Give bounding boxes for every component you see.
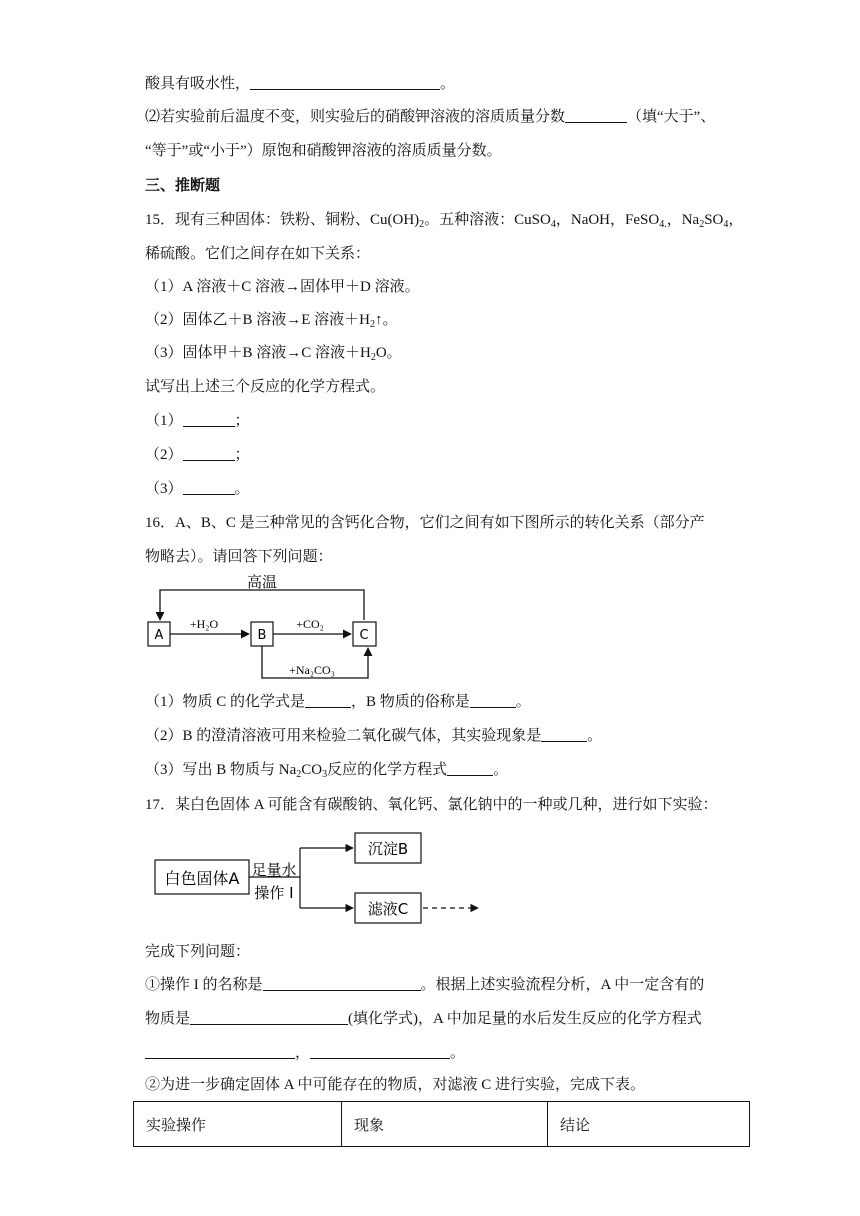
table-row [134, 1102, 750, 1147]
table-header-conclusion: 结论 [548, 1102, 750, 1147]
punct: 。 [234, 481, 250, 497]
q14-text: 酸具有吸水性， [145, 76, 251, 92]
q15-text: （2）固体乙＋B 溶液→E 溶液＋H [145, 312, 371, 328]
q15-answer-1 [145, 411, 250, 431]
subscript: 4 [550, 219, 556, 230]
q17-complete: 完成下列问题： [145, 944, 251, 960]
answer-blank[interactable] [541, 727, 587, 742]
q17-text: 物质是 [145, 1011, 191, 1027]
q17-text: ①操作 I 的名称是 [145, 977, 263, 993]
loop-arrow [160, 590, 364, 620]
q16-line-2: 物略去）。请回答下列问题： [145, 549, 333, 565]
box-c-label: C [359, 628, 369, 643]
q16-question-2 [145, 726, 602, 746]
q15-text: 15．现有三种固体：铁粉、铜粉、Cu(OH) [145, 212, 420, 228]
experiment-table [133, 1101, 750, 1147]
answer-blank[interactable] [190, 1010, 348, 1025]
punct: 。 [440, 76, 456, 92]
q16-text: （2）B 的澄清溶液可用来检验二氧化碳气体，其实验现象是 [145, 728, 542, 744]
q17-text: 。根据上述实验流程分析，A 中一定含有的 [420, 977, 705, 993]
q15-line-1 [145, 210, 743, 230]
answer-blank[interactable] [183, 446, 235, 461]
q15-text: ，NaOH，FeSO [555, 212, 660, 228]
punct: 。 [493, 762, 509, 778]
answer-blank[interactable] [470, 693, 516, 708]
q15-text: ↑。 [375, 312, 398, 328]
label-operation: 操作 I [254, 884, 294, 902]
box-a-label: A [154, 628, 164, 643]
q15-relation-3 [145, 343, 402, 363]
answer-label: （1） [145, 413, 183, 429]
subscript: 2 [419, 219, 425, 230]
table-header-operation: 实验操作 [134, 1102, 342, 1147]
q16-text: （1）物质 C 的化学式是 [145, 694, 306, 710]
q14-line-1 [145, 74, 455, 94]
answer-blank[interactable] [183, 412, 235, 427]
q15-relation-2 [145, 310, 398, 330]
q16-question-1 [145, 692, 531, 712]
q16-text: （3）写出 B 物质与 Na [145, 762, 297, 778]
subscript: 2 [370, 352, 376, 363]
table-header-phenomenon: 现象 [342, 1102, 548, 1147]
q15-text: SO [704, 212, 724, 228]
answer-blank[interactable] [263, 976, 421, 991]
punct: 。 [450, 1045, 466, 1061]
subscript: 4 [723, 219, 729, 230]
box-b-label: B [257, 628, 267, 643]
punct: ， [295, 1045, 311, 1061]
answer-blank[interactable] [565, 108, 627, 123]
punct: 。 [515, 694, 531, 710]
subscript: 2 [370, 319, 376, 330]
label-co2: +CO₂ [296, 617, 324, 631]
label-water: +H₂O [189, 617, 219, 631]
q16-text: 反应的化学方程式 [327, 762, 448, 778]
q14-text: ⑵若实验前后温度不变，则实验后的硝酸钾溶液的溶质质量分数 [145, 109, 566, 125]
q15-line-2: 稀硫酸。它们之间存在如下关系： [145, 246, 371, 262]
q14-text: （填“大于”、 [627, 109, 716, 125]
answer-blank[interactable] [145, 1044, 295, 1059]
q16-conversion-diagram [140, 570, 390, 685]
q17-part1-line1 [145, 975, 704, 995]
q16-line-1: 16．A、B、C 是三种常见的含钙化合物，它们之间有如下图所示的转化关系（部分产 [145, 515, 705, 531]
q17-part2: ②为进一步确定固体 A 中可能存在的物质，对滤液 C 进行实验，完成下表。 [145, 1077, 646, 1093]
section-title: 三、推断题 [145, 178, 221, 194]
label-na2co3: +Na₂CO₃ [289, 663, 335, 677]
answer-label: （2） [145, 447, 183, 463]
q16-text: ，B 物质的俗称是 [351, 694, 470, 710]
q17-part1-line3 [145, 1043, 465, 1063]
q14-line-2 [145, 107, 715, 127]
box-white-solid-label: 白色固体A [164, 869, 240, 888]
q16-question-3 [145, 760, 508, 780]
q15-prompt: 试写出上述三个反应的化学方程式。 [145, 379, 386, 395]
q17-text: (填化学式)，A 中加足量的水后发生反应的化学方程式 [348, 1011, 702, 1027]
q15-text: ，Na [666, 212, 700, 228]
q15-text: （3）固体甲＋B 溶液→C 溶液＋H [145, 345, 371, 361]
answer-label: （3） [145, 481, 183, 497]
q15-text: 。五种溶液：CuSO [424, 212, 551, 228]
q14-line-3: “等于”或“小于”）原饱和硝酸钾溶液的溶质质量分数。 [145, 143, 502, 159]
answer-blank[interactable] [183, 480, 235, 495]
punct: ； [234, 413, 250, 429]
q15-relation-1: （1）A 溶液＋C 溶液→固体甲＋D 溶液。 [145, 279, 420, 295]
punct: 。 [587, 728, 603, 744]
subscript: 4. [659, 219, 667, 230]
answer-blank[interactable] [305, 693, 351, 708]
punct: ； [234, 447, 250, 463]
q17-line-1: 17．某白色固体 A 可能含有碳酸钠、氧化钙、氯化钠中的一种或几种，进行如下实验： [145, 797, 718, 813]
q15-answer-2 [145, 445, 250, 465]
q17-part1-line2 [145, 1009, 702, 1029]
subscript: 3 [322, 769, 328, 780]
subscript: 2 [699, 219, 705, 230]
q15-text: O。 [375, 345, 402, 361]
subscript: 2 [296, 769, 302, 780]
q15-text: ， [728, 212, 744, 228]
q17-flow-diagram [150, 828, 490, 928]
box-precipitate-label: 沉淀B [367, 840, 409, 858]
label-high-temp: 高温 [246, 573, 278, 591]
q16-text: CO [301, 762, 323, 778]
box-filtrate-label: 滤液C [367, 900, 409, 918]
q15-answer-3 [145, 479, 250, 499]
label-water: 足量水 [251, 861, 297, 879]
answer-blank[interactable] [250, 75, 440, 90]
answer-blank[interactable] [447, 761, 493, 776]
answer-blank[interactable] [310, 1044, 450, 1059]
